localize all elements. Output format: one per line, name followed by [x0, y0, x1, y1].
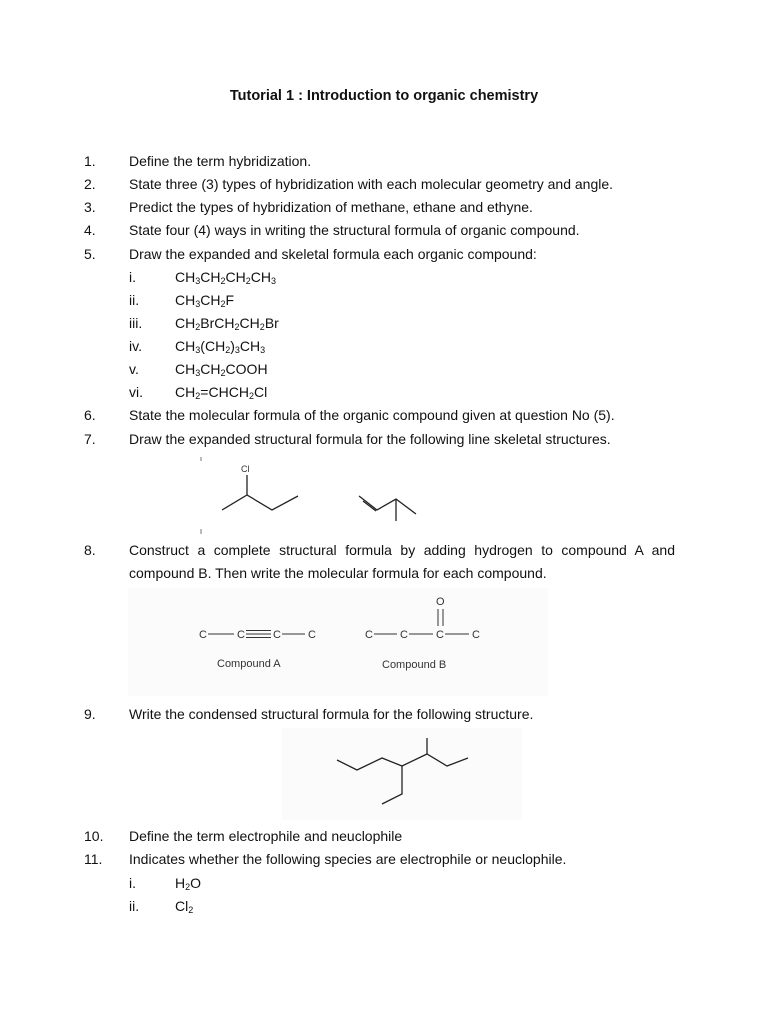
question-3-number: 3. — [84, 199, 96, 215]
question-9-number: 9. — [84, 706, 96, 722]
question-2-text: State three (3) types of hybridization with each molecular geometry and angle. — [129, 176, 614, 192]
carbon-atom: C — [472, 629, 480, 641]
question-6-number: 6. — [84, 407, 96, 423]
question-8-number: 8. — [84, 542, 96, 558]
q5-item-label: iv. — [129, 338, 142, 354]
q11-item-formula: $H_2O$ — [175, 875, 202, 892]
compound-b-label: Compound B — [382, 659, 447, 671]
ethyl-branch — [382, 766, 402, 804]
question-1-text: Define the term hybridization. — [129, 153, 312, 169]
question-4-number: 4. — [84, 222, 96, 238]
q11-item-formula: $Cl_2$ — [175, 898, 194, 915]
question-11-text: Indicates whether the following species are electrophile or neuclophile. — [129, 851, 567, 867]
chlorine-atom-label: Cl — [241, 464, 250, 474]
question-7-text: Draw the expanded structural formula for the following line skeletal structures. — [129, 431, 611, 447]
q7-skeletal-structures — [190, 455, 450, 537]
chloro-chain — [222, 495, 298, 510]
question-5-number: 5. — [84, 246, 96, 262]
q9-skeletal-structure — [282, 728, 522, 820]
q5-item-label: iii. — [129, 315, 143, 331]
q8-structures — [128, 588, 548, 696]
q11-item-label: i. — [129, 875, 136, 891]
carbon-atom: C — [436, 629, 444, 641]
carbon-atom: C — [237, 629, 245, 641]
carbon-atom: C — [400, 629, 408, 641]
q9-figure — [282, 728, 522, 820]
question-5-text: Draw the expanded and skeletal formula each organic compound: — [129, 246, 537, 262]
q5-item-formula: $CH_3CH_2CH_2CH_3$ — [175, 269, 277, 286]
q5-item-formula: $CH_3CH_2F$ — [175, 292, 235, 309]
q5-item-formula: $CH_2BrCH_2CH_2Br$ — [175, 315, 279, 332]
question-8-line-2: compound B. Then write the molecular formula for each compound. — [129, 565, 547, 581]
question-9-text: Write the condensed structural formula for the following structure. — [129, 706, 534, 722]
double-bond-line — [363, 501, 376, 511]
compound-b-bonds — [374, 609, 469, 634]
question-1-number: 1. — [84, 153, 96, 169]
carbon-atom: C — [273, 629, 281, 641]
question-10-number: 10. — [84, 828, 104, 844]
q5-item-formula: $CH_2=CHCH_2Cl$ — [175, 384, 268, 401]
question-2-number: 2. — [84, 176, 96, 192]
carbon-atom: C — [199, 629, 207, 641]
q5-item-label: v. — [129, 361, 139, 377]
question-8-line-1: Construct a complete structural formula by adding hydrogen to compound A and — [129, 542, 675, 558]
question-4-text: State four (4) ways in writing the structural formula of organic compound. — [129, 222, 580, 238]
q5-item-label: i. — [129, 269, 136, 285]
question-3-text: Predict the types of hybridization of methane, ethane and ethyne. — [129, 199, 533, 215]
q5-item-label: ii. — [129, 292, 140, 308]
q5-item-formula: $CH_3(CH_2)_3CH_3$ — [175, 338, 266, 355]
q11-item-label: ii. — [129, 898, 140, 914]
q8-figure — [128, 588, 548, 696]
oxygen-atom: O — [436, 596, 445, 608]
question-10-text: Define the term electrophile and neuclophile — [129, 828, 403, 844]
q5-item-label: vi. — [129, 384, 143, 400]
question-7-number: 7. — [84, 431, 96, 447]
question-6-text: State the molecular formula of the organic compound given at question No (5). — [129, 407, 615, 423]
q5-item-formula: $CH_3CH_2COOH$ — [175, 361, 268, 378]
compound-a-label: Compound A — [217, 658, 281, 670]
compound-a-bonds — [208, 631, 305, 638]
page-title: Tutorial 1 : Introduction to organic chemistry — [229, 88, 539, 104]
carbon-atom: C — [308, 629, 316, 641]
question-11-number: 11. — [84, 851, 103, 867]
carbon-atom: C — [365, 629, 373, 641]
